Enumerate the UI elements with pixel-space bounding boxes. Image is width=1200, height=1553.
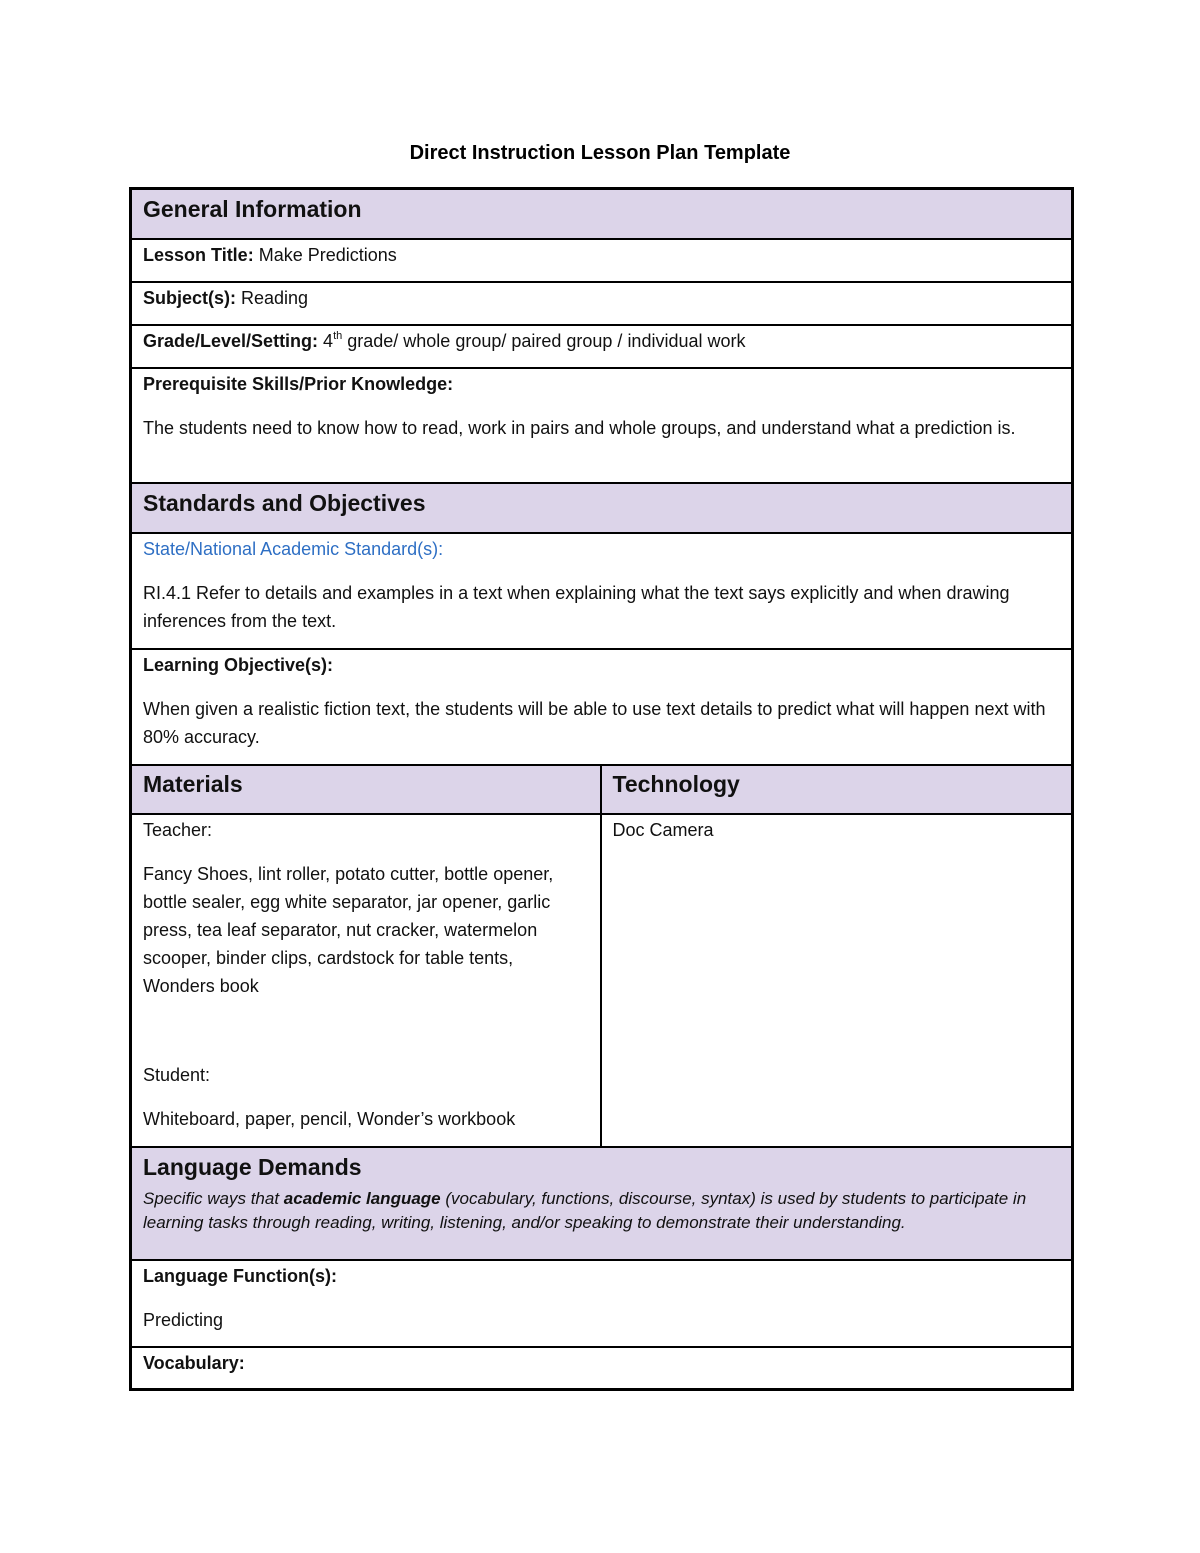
language-function-label: Language Function(s): <box>143 1265 337 1286</box>
academic-standard-label: State/National Academic Standard(s): <box>143 538 444 559</box>
grade-label: Grade/Level/Setting: <box>143 330 319 351</box>
subjects-row <box>131 282 1073 325</box>
vocabulary-label: Vocabulary: <box>143 1352 245 1373</box>
technology-items: Doc Camera <box>612 819 714 840</box>
vocabulary-row <box>131 1347 1073 1390</box>
academic-standard-row <box>131 533 1073 649</box>
document-title: Direct Instruction Lesson Plan Template <box>409 142 791 164</box>
grade-level-setting-row <box>131 325 1073 368</box>
language-function-row <box>131 1260 1073 1347</box>
grade-superscript: th <box>333 329 343 342</box>
general-information-header <box>131 189 1073 239</box>
language-demands-header <box>131 1147 1073 1260</box>
language-demands-heading: Language Demands <box>143 1153 362 1180</box>
grade-number: 4 <box>318 330 334 351</box>
standards-objectives-heading: Standards and Objectives <box>143 489 426 516</box>
prerequisite-label: Prerequisite Skills/Prior Knowledge: <box>143 373 454 394</box>
subjects-value: Reading <box>236 287 309 308</box>
general-information-heading: General Information <box>143 196 362 222</box>
technology-header <box>601 765 1073 814</box>
note-rest: (vocabulary, functions, discourse, syntax) is used by students to participate in learning tasks through reading, writing, listening, and/or speaking to demonstrate their understanding. <box>143 1188 1027 1232</box>
materials-cell <box>131 814 601 1147</box>
language-demands-note <box>143 1187 1060 1235</box>
prerequisite-text: The students need to know how to read, work in pairs and whole groups, and understand what a prediction is. <box>143 417 1016 438</box>
subjects-label: Subject(s): <box>143 287 237 308</box>
note-academic-language: academic language <box>283 1188 441 1208</box>
standards-objectives-header <box>131 483 1073 533</box>
note-intro: Specific ways that <box>143 1188 284 1208</box>
learning-objective-text: When given a realistic fiction text, the students will be able to use text details to predict what will happen next with 80% accuracy. <box>143 698 1046 747</box>
prerequisite-row <box>131 368 1073 483</box>
grade-setting-value: grade/ whole group/ paired group / individual work <box>342 330 746 351</box>
lesson-title-value: Make Predictions <box>253 244 397 265</box>
lesson-plan-table <box>129 187 1074 1391</box>
language-function-text: Predicting <box>143 1309 224 1330</box>
teacher-materials-list: Fancy Shoes, lint roller, potato cutter, bottle opener, bottle sealer, egg white separator, jar opener, garlic press, tea leaf separator, nut cracker, watermelon scooper, binder clips, cardstock for table tents, Wonders book <box>143 863 554 996</box>
student-materials-label: Student: <box>143 1064 211 1085</box>
learning-objective-row <box>131 649 1073 765</box>
teacher-materials-label: Teacher: <box>143 819 213 840</box>
technology-heading: Technology <box>612 770 740 797</box>
materials-header <box>131 765 601 814</box>
learning-objective-label: Learning Objective(s): <box>143 654 334 675</box>
technology-cell <box>601 814 1073 1147</box>
student-materials-list: Whiteboard, paper, pencil, Wonder’s workbook <box>143 1108 516 1129</box>
academic-standard-text: RI.4.1 Refer to details and examples in a text when explaining what the text says explicitly and when drawing inferences from the text. <box>143 582 1010 631</box>
lesson-title-row <box>131 239 1073 282</box>
materials-heading: Materials <box>143 770 243 797</box>
lesson-title-label: Lesson Title: <box>143 244 254 265</box>
